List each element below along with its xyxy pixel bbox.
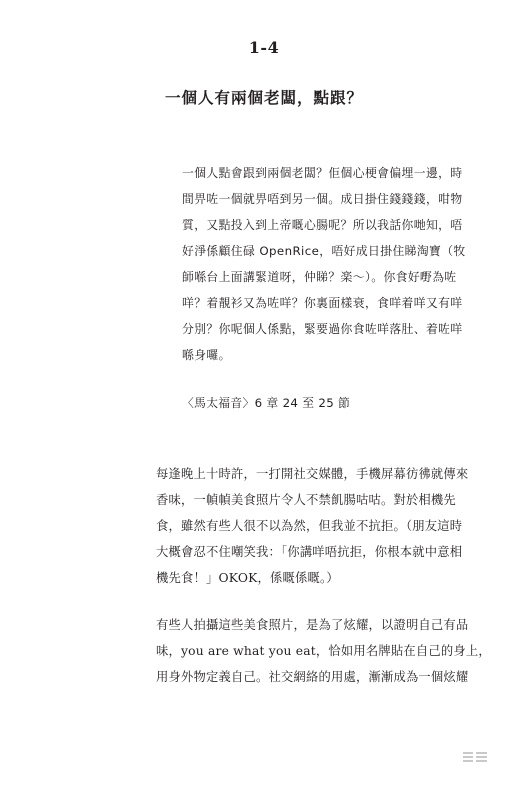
scripture-line: 師喺台上面講緊道呀，仲睇？楽～）。你食好嘢為咗 bbox=[182, 270, 457, 284]
scripture-line: 間畀咗一個就畀唔到另一個。成日掛住錢錢錢，咁物 bbox=[182, 192, 463, 206]
scripture-line: 質，又點投入到上帝嘅心腸呢？所以我話你哋知，唔 bbox=[182, 218, 463, 232]
chapter-title: 一個人有兩個老闆，點跟？ bbox=[164, 89, 363, 107]
scripture-line: 一個人點會跟到兩個老闆？佢個心梗會偏埋一邊，時 bbox=[182, 166, 463, 180]
scripture-line: 咩？着靚衫又為咗咩？你裏面樣衰，食咩着咩又有咩 bbox=[182, 296, 463, 310]
body-paragraph-2 bbox=[156, 612, 496, 690]
paragraph-line: 香味，一幀幀美食照片令人不禁飢腸咕咕。對於相機先 bbox=[156, 493, 456, 507]
paragraph-line: 食，雖然有些人很不以為然，但我並不抗拒。（朋友這時 bbox=[156, 519, 463, 533]
body-paragraph-1 bbox=[156, 461, 496, 591]
scripture-citation: 〈馬太福音〉6 章 24 至 25 節 bbox=[182, 396, 351, 410]
scripture-passage bbox=[182, 160, 482, 368]
chapter-number: 1-4 bbox=[248, 38, 280, 57]
paragraph-line: 有些人拍攝這些美食照片，是為了炫耀，以證明自己有品 bbox=[156, 618, 469, 632]
scripture-line: 分別？你呢個人係點，緊要過你食咗咩落肚、着咗咩 bbox=[182, 322, 463, 336]
paragraph-line: 用身外物定義自己。社交網絡的用處，漸漸成為一個炫耀 bbox=[156, 670, 469, 684]
scripture-line: 喺身囉。 bbox=[182, 348, 231, 362]
paragraph-line: 機先食！」OKOK，係嘅係嘅。） bbox=[156, 571, 339, 585]
paragraph-line: 味，you are what you eat，恰如用名牌貼在自己的身上， bbox=[156, 644, 491, 658]
paragraph-line: 每逢晚上十時許，一打開社交媒體，手機屏幕彷彿就傳來 bbox=[156, 467, 469, 481]
scripture-line: 好淨係顧住碌 OpenRice，唔好成日掛住睇淘寶（牧 bbox=[182, 244, 466, 258]
paragraph-line: 大概會忍不住嘲笑我：「你講咩唔抗拒，你根本就中意相 bbox=[156, 545, 463, 559]
page-decoration-mark bbox=[463, 752, 487, 762]
